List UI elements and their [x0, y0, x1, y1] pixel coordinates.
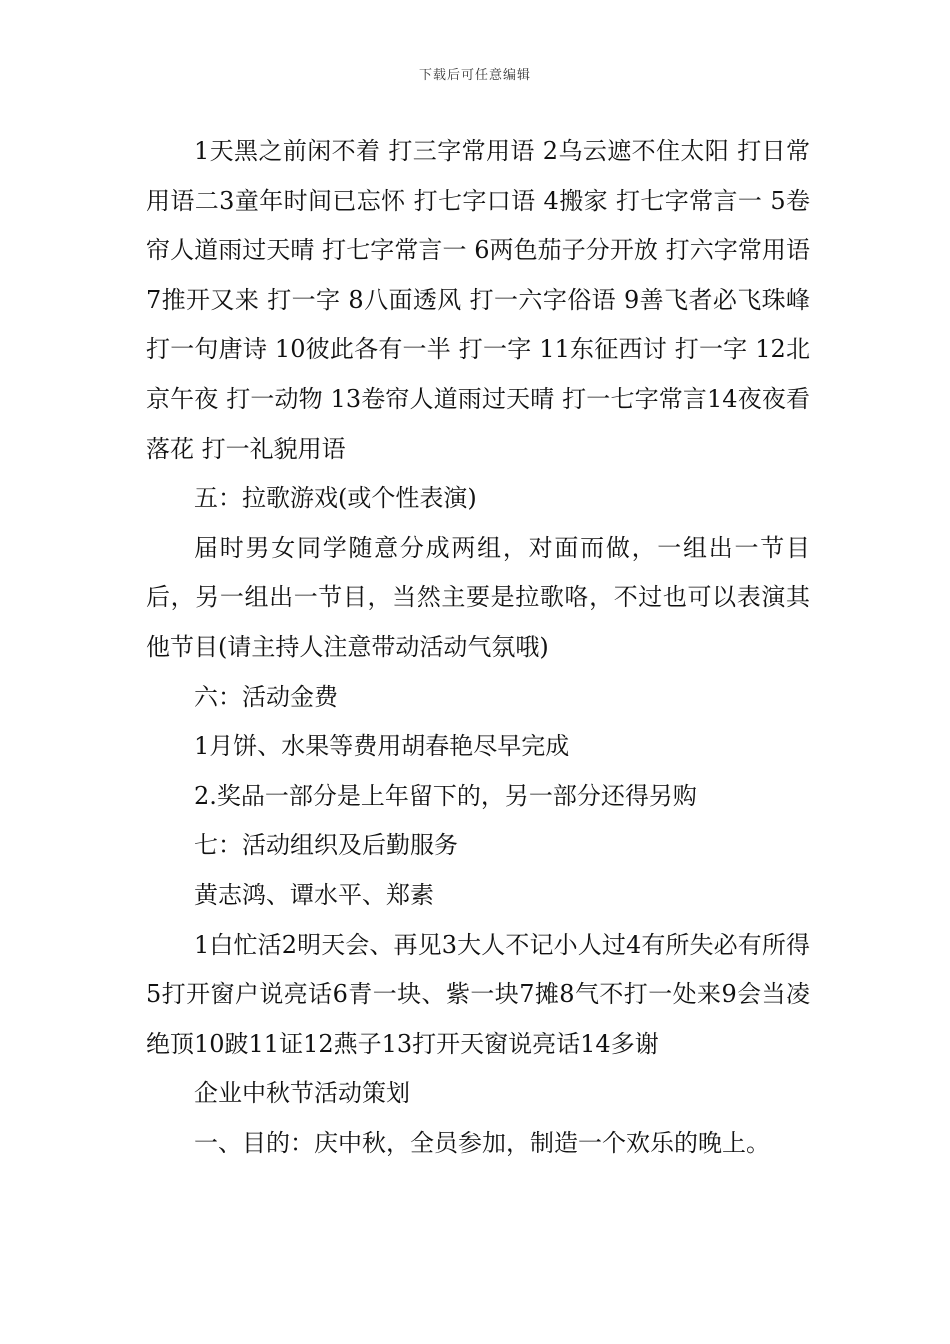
cost-item-2: 2.奖品一部分是上年留下的，另一部分还得另购 [194, 781, 697, 810]
section-five-body: 届时男女同学随意分成两组，对面而做，一组出一节目后，另一组出一节目，当然主要是拉歌咯，不过也可以表演其他节目(请主持人注意带动活动气氛哦) [146, 533, 810, 661]
riddle-list-paragraph: 1天黑之前闲不着 打三字常用语 2乌云遮不住太阳 打日常用语二3童年时间已忘怀 打七字口语 4搬家 打七字常言一 5卷帘人道雨过天晴 打七字常言一 6两色茄子分开放 打六字常用语 7推开又来 打一字 8八面透风 打一六字俗语 9善飞者必飞珠峰 打一句唐诗 10彼此各有一半 打一字 11东征西讨 打一字 12北京午夜 打一动物 13卷帘人道雨过天晴 打一七字常言14夜夜看落花 打一礼貌用语 [146, 137, 810, 463]
plan-purpose: 一、目的：庆中秋，全员参加，制造一个欢乐的晚上。 [194, 1128, 770, 1157]
riddle-answers-paragraph: 1白忙活2明天会、再见3大人不记小人过4有所失必有所得5打开窗户说亮话6青一块、紫一块7摊8气不打一处来9会当凌绝顶10跛11证12燕子13打开天窗说亮话14多谢 [146, 930, 810, 1058]
page-header: 下载后可任意编辑 [418, 68, 531, 83]
document-body [146, 127, 810, 1168]
staff-names: 黄志鸿、谭水平、郑素 [194, 880, 434, 909]
cost-item-1: 1月饼、水果等费用胡春艳尽早完成 [194, 732, 570, 761]
plan-title: 企业中秋节活动策划 [194, 1079, 410, 1108]
section-seven-heading: 七：活动组织及后勤服务 [194, 831, 458, 860]
section-six-heading: 六：活动金费 [194, 682, 338, 711]
section-five-heading: 五：拉歌游戏(或个性表演) [194, 484, 477, 513]
